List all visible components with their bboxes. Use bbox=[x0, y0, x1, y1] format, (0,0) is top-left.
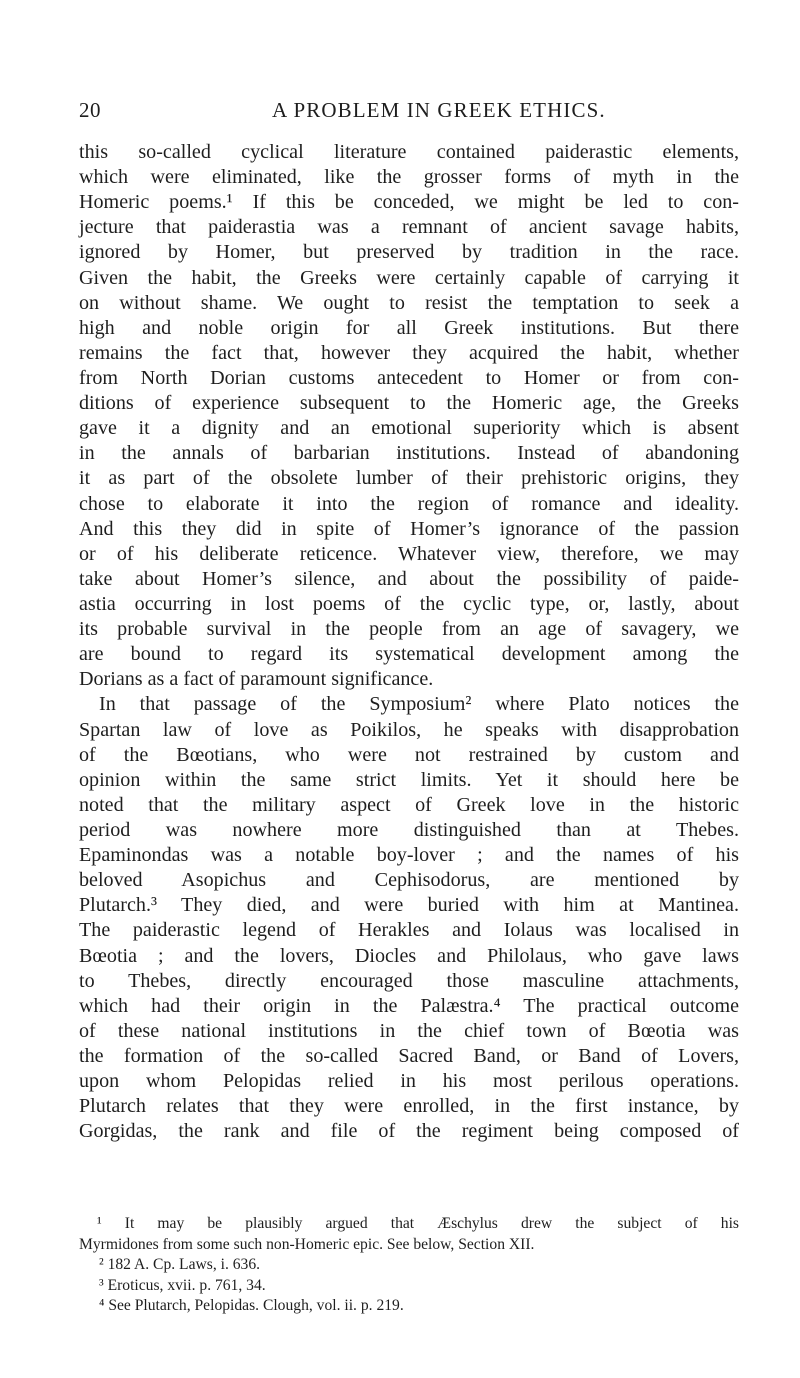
body-line: which were eliminated, like the grosser forms of myth in the bbox=[79, 166, 739, 189]
page-header bbox=[79, 98, 737, 132]
footnote-4: ⁴ See Plutarch, Pelopidas. Clough, vol. ii. p. 219. bbox=[99, 1297, 404, 1314]
body-line: period was nowhere more distinguished than at Thebes. bbox=[79, 818, 739, 841]
body-line: it as part of the obsolete lumber of their prehistoric origins, they bbox=[79, 467, 739, 490]
page-number: 20 bbox=[79, 98, 101, 122]
body-line: Plutarch.³ They died, and were buried with him at Mantinea. bbox=[79, 894, 739, 917]
body-line: Given the habit, the Greeks were certainly capable of carrying it bbox=[79, 266, 739, 289]
body-line: ignored by Homer, but preserved by tradition in the race. bbox=[79, 241, 739, 264]
body-line: which had their origin in the Palæstra.⁴ The practical outcome bbox=[79, 994, 739, 1017]
running-title: A PROBLEM IN GREEK ETHICS. bbox=[272, 98, 606, 122]
footnote-3: ³ Eroticus, xvii. p. 761, 34. bbox=[99, 1276, 266, 1294]
body-line: are bound to regard its systematical development among the bbox=[79, 643, 739, 666]
body-line: beloved Asopichus and Cephisodorus, are mentioned by bbox=[79, 869, 739, 892]
body-line: high and noble origin for all Greek institutions. But there bbox=[79, 316, 739, 339]
body-line: Plutarch relates that they were enrolled, in the first instance, by bbox=[79, 1095, 739, 1118]
body-line: opinion within the same strict limits. Yet it should here be bbox=[79, 768, 739, 791]
footnote-2: ² 182 A. Cp. Laws, i. 636. bbox=[99, 1256, 261, 1273]
body-line: to Thebes, directly encouraged those masculine attachments, bbox=[79, 969, 739, 992]
body-line: take about Homer’s silence, and about the possibility of paide- bbox=[79, 567, 739, 590]
body-line: Spartan law of love as Poikilos, he speaks with disapprobation bbox=[79, 718, 739, 741]
body-line: Epaminondas was a notable boy-lover ; and the names of his bbox=[79, 844, 739, 867]
body-line: The paiderastic legend of Herakles and Iolaus was localised in bbox=[79, 919, 739, 942]
body-line: in the annals of barbarian institutions. Instead of abandoning bbox=[79, 442, 739, 465]
body-line: Dorians as a fact of paramount significance. bbox=[79, 668, 434, 691]
body-line: gave it a dignity and an emotional superiority which is absent bbox=[79, 417, 739, 440]
body-line: Homeric poems.¹ If this be conceded, we might be led to con- bbox=[79, 191, 739, 214]
body-line: or of his deliberate reticence. Whatever view, therefore, we may bbox=[79, 542, 739, 565]
body-line: this so-called cyclical literature contained paiderastic elements, bbox=[79, 141, 739, 163]
body-line: jecture that paiderastia was a remnant of ancient savage habits, bbox=[79, 216, 739, 239]
body-line: of these national institutions in the chief town of Bœotia was bbox=[79, 1019, 739, 1042]
footnote-1: ¹ It may be plausibly argued that Æschylus drew the subject of his bbox=[97, 1215, 739, 1232]
body-line: the formation of the so-called Sacred Band, or Band of Lovers, bbox=[79, 1044, 739, 1067]
footnotes bbox=[79, 1214, 739, 1317]
body-line: astia occurring in lost poems of the cyclic type, or, lastly, about bbox=[79, 592, 739, 615]
body-line: of the Bœotians, who were not restrained by custom and bbox=[79, 743, 739, 766]
body-line: on without shame. We ought to resist the temptation to seek a bbox=[79, 291, 739, 314]
body-line: noted that the military aspect of Greek love in the historic bbox=[79, 793, 739, 816]
footnote-1-continued: Myrmidones from some such non-Homeric epic. See below, Section XII. bbox=[79, 1235, 535, 1253]
body-line: remains the fact that, however they acquired the habit, whether bbox=[79, 341, 739, 364]
body-line: Bœotia ; and the lovers, Diocles and Philolaus, who gave laws bbox=[79, 944, 739, 967]
body-line: And this they did in spite of Homer’s ignorance of the passion bbox=[79, 517, 739, 540]
body-line: upon whom Pelopidas relied in his most perilous operations. bbox=[79, 1070, 739, 1093]
body-line: ditions of experience subsequent to the Homeric age, the Greeks bbox=[79, 392, 739, 415]
body-text bbox=[79, 140, 739, 1144]
body-line: its probable survival in the people from an age of savagery, we bbox=[79, 618, 739, 641]
body-line: In that passage of the Symposium² where Plato notices the bbox=[99, 693, 739, 716]
body-line: from North Dorian customs antecedent to Homer or from con- bbox=[79, 366, 739, 389]
body-line: chose to elaborate it into the region of romance and ideality. bbox=[79, 492, 739, 515]
body-line: Gorgidas, the rank and file of the regiment being composed of bbox=[79, 1120, 739, 1143]
